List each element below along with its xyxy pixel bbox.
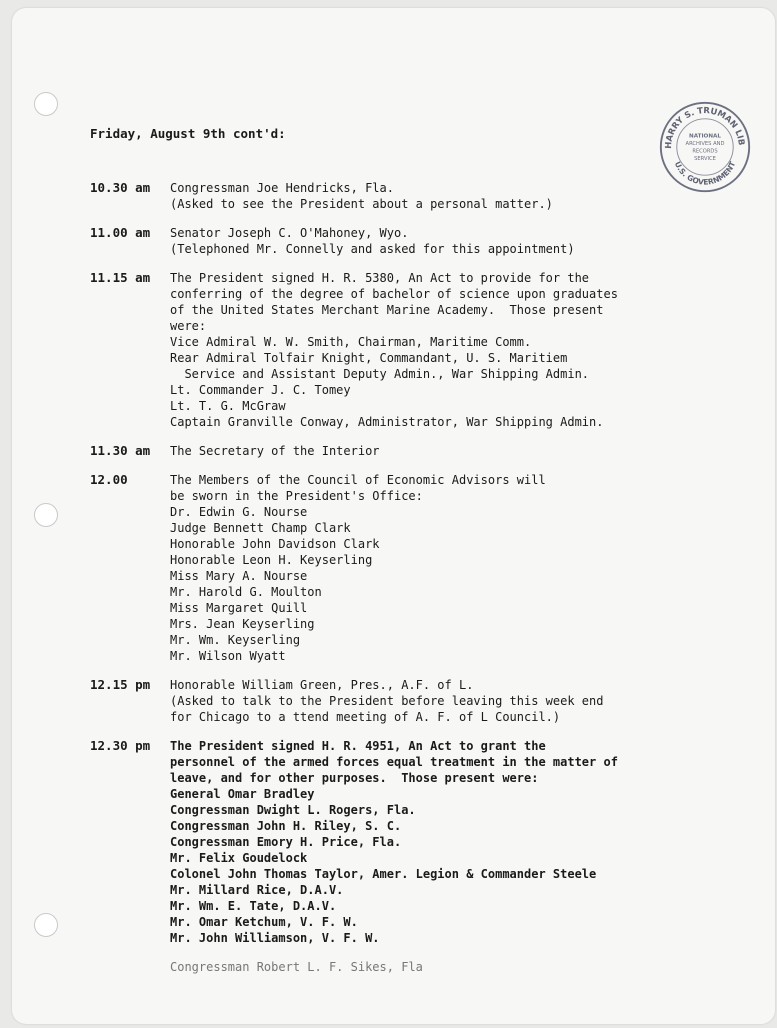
schedule-entry: [90, 270, 760, 430]
entry-line: be sworn in the President's Office:: [170, 489, 423, 503]
entry-time: 11.00 am: [90, 225, 151, 240]
entry-line: Honorable William Green, Pres., A.F. of L.: [170, 678, 474, 692]
schedule-entry: [90, 472, 760, 664]
entry-body: [170, 472, 760, 664]
entry-body: [170, 443, 760, 459]
binder-hole-top: [34, 92, 58, 116]
binder-hole-bottom: [34, 913, 58, 937]
entry-line: Mr. Millard Rice, D.A.V.: [170, 883, 344, 897]
entry-line: Rear Admiral Tolfair Knight, Commandant, U. S. Maritiem: [170, 351, 568, 365]
entry-line: General Omar Bradley: [170, 787, 315, 801]
entry-time: 12.15 pm: [90, 677, 151, 692]
entry-line: Mr. Wilson Wyatt: [170, 649, 286, 663]
entry-line: Judge Bennett Champ Clark: [170, 521, 351, 535]
schedule-entries: [90, 180, 760, 946]
entry-line: Captain Granville Conway, Administrator, War Shipping Admin.: [170, 415, 604, 429]
schedule-document: [90, 126, 760, 975]
page-title: Friday, August 9th cont'd:: [90, 126, 286, 141]
stamp-center-line4: SERVICE: [694, 156, 716, 163]
stamp-bottom-text: U.S. GOVERNMENT: [672, 160, 738, 187]
entry-line: Lt. Commander J. C. Tomey: [170, 383, 351, 397]
entry-line: Mr. Omar Ketchum, V. F. W.: [170, 915, 358, 929]
entry-line: The Members of the Council of Economic Advisors will: [170, 473, 546, 487]
document-page: [12, 8, 775, 1024]
entry-time: 12.00: [90, 472, 128, 487]
stamp-center-line3: RECORDS: [692, 148, 718, 155]
entry-line: Miss Margaret Quill: [170, 601, 308, 615]
entry-line: Colonel John Thomas Taylor, Amer. Legion & Commander Steele: [170, 867, 597, 881]
entry-line: Congressman John H. Riley, S. C.: [170, 819, 402, 833]
binder-hole-middle: [34, 503, 58, 527]
entry-line: for Chicago to a ttend meeting of A. F. of L Council.): [170, 710, 561, 724]
entry-line: Mr. Wm. E. Tate, D.A.V.: [170, 899, 337, 913]
entry-line: (Asked to see the President about a personal matter.): [170, 197, 553, 211]
entry-line: Lt. T. G. McGraw: [170, 399, 286, 413]
entry-line: The President signed H. R. 5380, An Act to provide for the: [170, 271, 590, 285]
entry-line: conferring of the degree of bachelor of science upon graduates: [170, 287, 618, 301]
entry-line: (Telephoned Mr. Connelly and asked for this appointment): [170, 242, 575, 256]
entry-line: (Asked to talk to the President before leaving this week end: [170, 694, 604, 708]
entry-line: The President signed H. R. 4951, An Act to grant the: [170, 739, 546, 753]
entry-line: Honorable John Davidson Clark: [170, 537, 380, 551]
entry-line: Honorable Leon H. Keyserling: [170, 553, 373, 567]
entry-line: Service and Assistant Deputy Admin., War Shipping Admin.: [170, 367, 590, 381]
entry-line: Mr. John Williamson, V. F. W.: [170, 931, 380, 945]
entry-body: [170, 738, 760, 946]
stamp-center-line2: ARCHIVES AND: [685, 141, 725, 148]
footer-note: Congressman Robert L. F. Sikes, Fla: [170, 960, 423, 974]
schedule-entry: [90, 677, 760, 725]
entry-line: personnel of the armed forces equal treatment in the matter of: [170, 755, 618, 769]
entry-line: Miss Mary A. Nourse: [170, 569, 308, 583]
entry-line: The Secretary of the Interior: [170, 444, 380, 458]
entry-line: Mr. Harold G. Moulton: [170, 585, 322, 599]
entry-line: Mrs. Jean Keyserling: [170, 617, 315, 631]
entry-time: 11.30 am: [90, 443, 151, 458]
entry-line: Mr. Wm. Keyserling: [170, 633, 301, 647]
entry-body: [170, 677, 760, 725]
stamp-top-text: HARRY S. TRUMAN LIB: [663, 105, 747, 150]
schedule-entry: [90, 180, 760, 212]
entry-time: 10.30 am: [90, 180, 151, 195]
entry-body: [170, 180, 760, 212]
entry-line: Congressman Dwight L. Rogers, Fla.: [170, 803, 416, 817]
entry-line: Mr. Felix Goudelock: [170, 851, 308, 865]
entry-line: Congressman Emory H. Price, Fla.: [170, 835, 402, 849]
entry-time: 12.30 pm: [90, 738, 151, 753]
entry-body: [170, 270, 760, 430]
entry-line: of the United States Merchant Marine Academy. Those present: [170, 303, 604, 317]
entry-time: 11.15 am: [90, 270, 151, 285]
schedule-entry: [90, 225, 760, 257]
stamp-center-line1: NATIONAL: [689, 133, 721, 140]
entry-line: Vice Admiral W. W. Smith, Chairman, Maritime Comm.: [170, 335, 532, 349]
entry-body: [170, 225, 760, 257]
entry-line: were:: [170, 319, 207, 333]
entry-line: leave, and for other purposes. Those present were:: [170, 771, 539, 785]
schedule-entry: [90, 738, 760, 946]
entry-line: Senator Joseph C. O'Mahoney, Wyo.: [170, 226, 409, 240]
schedule-entry: [90, 443, 760, 459]
entry-line: Dr. Edwin G. Nourse: [170, 505, 308, 519]
entry-line: Congressman Joe Hendricks, Fla.: [170, 181, 394, 195]
